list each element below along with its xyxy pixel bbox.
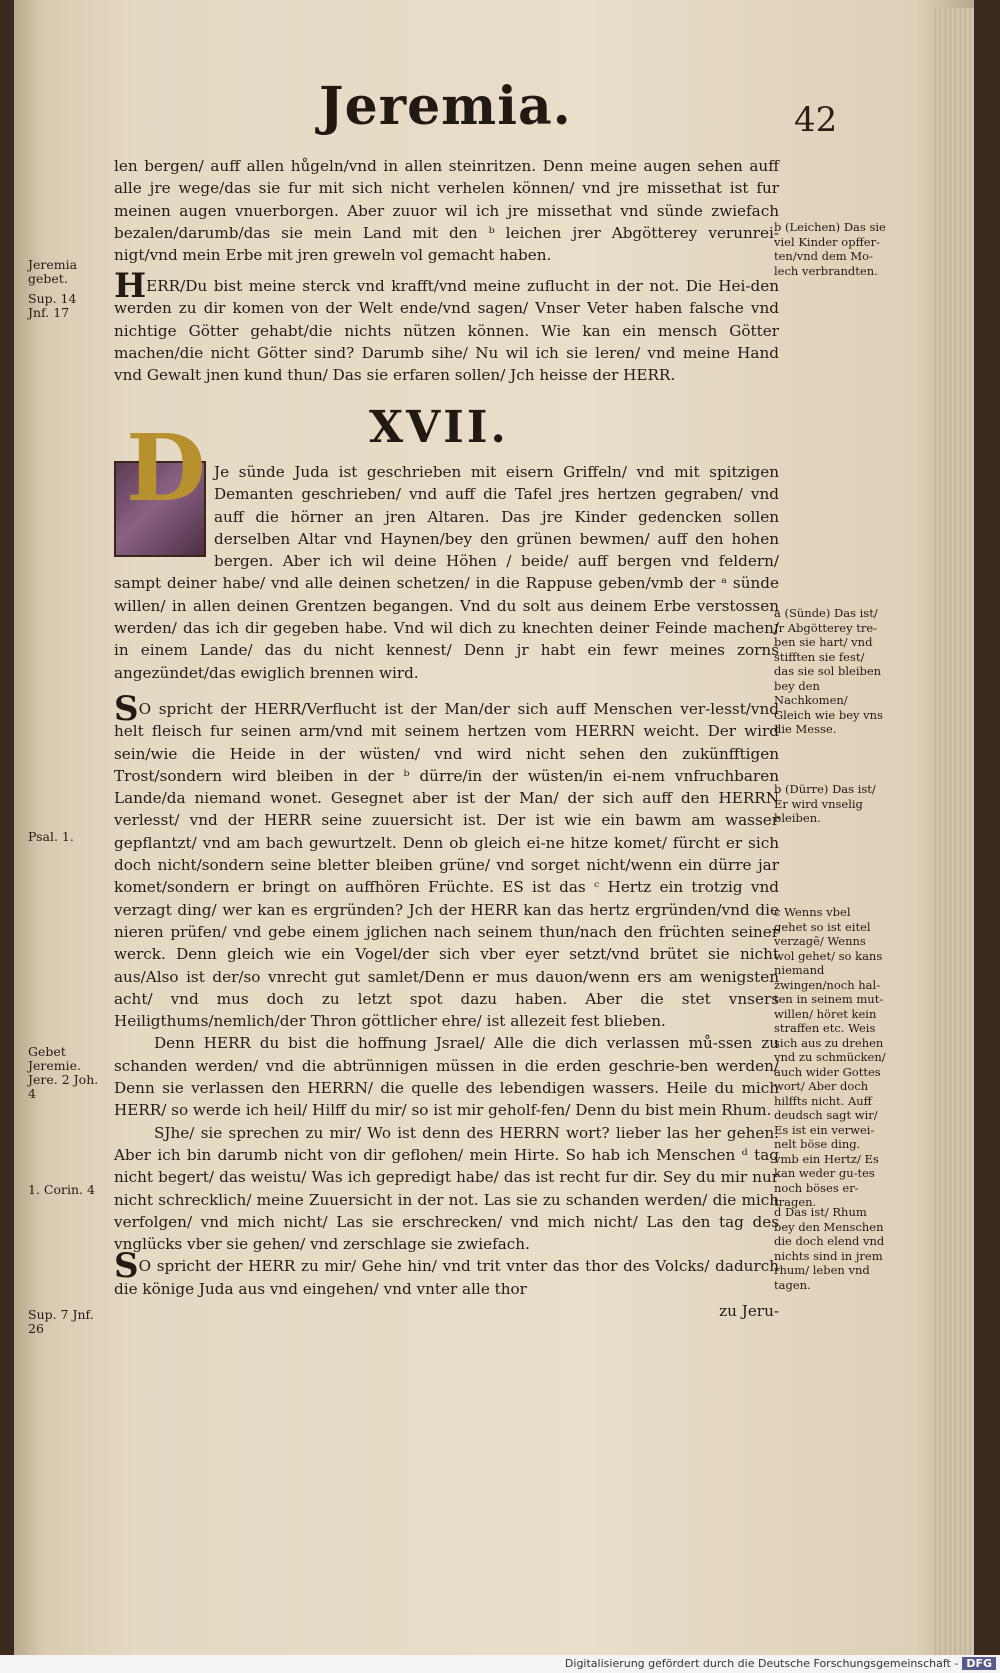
margin-note-right: d Das ist/ Rhum bey den Menschen die doch elend vnd nichts sind in jrem rhum/ leben vnd tagen.: [774, 1205, 885, 1292]
initial-letter: H: [114, 266, 147, 306]
initial-letter: D: [126, 414, 206, 522]
margin-note-right: b (Leichen) Das sie viel Kinder opffer-ten/vnd dem Mo-lech verbrandten.: [774, 220, 886, 278]
decorated-initial: [114, 414, 206, 557]
margin-note-left: 1. Corin. 4: [28, 1182, 95, 1197]
running-title: Jeremia.: [319, 76, 572, 137]
paragraph-text: Je sünde Juda ist geschrieben mit eisern Griffeln/ vnd mit spitzigen Demanten geschrieben/ vnd auff die Tafel jres hertzen gegraben/ vnd auff die hörner an jren Altaren. Das jre Kinder gedencken sollen derselben Altar vnd Haynen/bey den grünen bewmen/ auff den hohen bergen. Aber ich wil deine Höhen / beide/ auff bergen vnd feldern/ sampt deiner habe/ vnd alle deinen schetzen/ in die Rappuse geben/vmb der ᵃ sünde willen/ in allen deinen Grentzen begangen. Vnd du solt aus deinem Erbe verstossen werden/ das ich dir gegeben habe. Vnd wil dich zu knechten deiner Feinde machen/ in einem Lande/ das du nicht kennest/ Denn jr habt ein fewr meines zorns angezündet/das ewiglich brennen wird.: [114, 463, 779, 682]
margin-note-right: b (Dürre) Das ist/ Er wird vnselig bleiben.: [774, 782, 876, 825]
paragraph-text: ERR/Du bist meine sterck vnd krafft/vnd meine zuflucht in der not. Die Hei-den werden zu dir komen von der Welt ende/vnd sagen/ Vnser Veter haben falsche vnd nichtige Götter gehabt/die nichts nützen können. Wie kan ein mensch Götter machen/die nicht Götter sind? Darumb sihe/ Nu wil ich sie leren/ vnd meine Hand vnd Gewalt jnen kund thun/ Das sie erfaren sollen/ Jch heisse der HERR.: [114, 277, 779, 385]
paragraph-text: O spricht der HERR zu mir/ Gehe hin/ vnd trit vnter das thor des Volcks/ dadurch die könige Juda aus vnd eingehen/ vnd vnter alle thor: [114, 1257, 779, 1298]
dfg-logo: DFG: [962, 1657, 996, 1670]
footer-text: Digitalisierung gefördert durch die Deutsche Forschungsgemeinschaft -: [564, 1657, 959, 1670]
paragraph-2: [114, 266, 779, 386]
page-number: 42: [794, 100, 838, 140]
paragraph-4: [114, 689, 779, 1322]
paragraph-text: O spricht der HERR/Verflucht ist der Man/der sich auff Menschen ver-lesst/vnd helt fleisch fur seinen arm/vnd mit seinem hertzen vom HERRN weicht. Der wird sein/wie die Heide in der wüsten/ vnd wird nicht sehen den zukünfftigen Trost/sondern wird bleiben in der ᵇ dürre/in der wüsten/in ei-nem vnfruchbaren Lande/da niemand wonet. Gesegnet aber ist der Man/ der sich auff den HERRN verlesst/ vnd der HERR seine zuuersicht ist. Der ist wie ein bawm am wasser gepflantzt/ vnd am bach gewurtzelt. Denn ob gleich ei-ne hitze komet/ fürcht er sich doch nicht/sondern seine bletter bleiben grüne/ vnd sorget nicht/wenn ein dürre jar komet/sondern er bringt on auffhören Früchte. ES ist das ᶜ Hertz ein trotzig vnd verzagt ding/ wer kan es ergründen? Jch der HERR kan das hertz ergründen/vnd die nieren prüfen/ vnd gebe einem jglichen nach seinem thun/nach den früchten seiner werck. Denn gleich wie ein Vogel/der sich vber eyer setzt/vnd brütet sie nicht aus/Also ist der/so vnrecht gut samlet/Denn er mus dauon/wenn ers am wenigsten acht/ vnd mus doch zu letzt spot dazu haben. Aber die stet vnsers Heiligthums/nemlich/der Thron göttlicher ehre/ ist allezeit fest blieben.: [114, 700, 779, 1031]
initial-letter: S: [114, 1246, 139, 1287]
digitization-footer: [0, 1655, 1000, 1673]
paragraph-text: SJhe/ sie sprechen zu mir/ Wo ist denn des HERRN wort? lieber las her gehen. Aber ich bin darumb nicht von dir geflohen/ mein Hirte. So hab ich Menschen ᵈ tag nicht begert/ das weistu/ Was ich gepredigt habe/ das ist recht fur dir. Sey du mir nur nicht schrecklich/ meine Zuuersicht in der not. Las sie zu schanden werden/ die mich verfolgen/ vnd mich nicht/ Las sie erschrecken/ vnd mich nicht/ Las den tag des vnglücks vber sie gehen/ vnd zerschlage sie zwiefach.: [114, 1123, 779, 1254]
book-page: [14, 0, 974, 1655]
paragraph-text: Denn HERR du bist die hoffnung Jsrael/ Alle die dich verlassen mů-ssen zu schanden werden/ vnd die abtrünnigen müssen in die erden geschrie-ben werden/ Denn sie verlassen den HERRN/ die quelle des lebendigen wassers. Heile du mich HERR/ so werde ich heil/ Hilff du mir/ so ist mir geholf-fen/ Denn du bist mein Rhum.: [114, 1034, 779, 1120]
paragraph-1: [114, 155, 779, 266]
margin-note-right: c Wenns vbel gehet so ist eitel verzagē/ Wenns wol gehet/ so kans niemand zwingen/noch hal-ten in seinem mut-willen/ höret kein straffen etc. Weis sich aus zu drehen vnd zu schmücken/ auch wider Gottes wort/ Aber doch hilffts nicht. Auff deudsch sagt wir/ Es ist ein verwei-nelt böse ding. vmb ein Hertz/ Es kan weder gu-tes noch böses er-tragen.: [774, 905, 886, 1209]
margin-note-left: Sup. 14 Jnf. 17: [28, 291, 77, 320]
margin-note-left: Gebet Jeremie. Jere. 2 Joh. 4: [28, 1044, 99, 1101]
margin-note-left: Sup. 7 Jnf. 26: [28, 1307, 94, 1336]
margin-note-left: Psal. 1.: [28, 829, 74, 844]
initial-letter: S: [114, 689, 139, 729]
page-edges: [934, 8, 974, 1655]
chapter-heading: XVII.: [369, 402, 509, 453]
paragraph-text: len bergen/ auff allen hůgeln/vnd in allen steinritzen. Denn meine augen sehen auff alle jre wege/das sie fur mit sich nicht verhelen können/ vnd jre missethat ist fur meinen augen vnuerborgen. Aber zuuor wil ich jre missethat vnd sünde zwiefach bezalen/darumb/das sie mein Land mit den ᵇ leichen jrer Abgötterey verunrei-nigt/vnd mein Erbe mit jren greweln vol gemacht haben.: [114, 157, 779, 265]
catchword: zu Jeru-: [719, 1302, 779, 1321]
margin-note-right: a (Sünde) Das ist/ Jr Abgötterey tre-ben sie hart/ vnd stifften sie fest/ das sie sol bleiben bey den Nachkomen/ Gleich wie bey vns die Messe.: [774, 606, 883, 736]
margin-note-left: Jeremia gebet.: [28, 257, 78, 286]
